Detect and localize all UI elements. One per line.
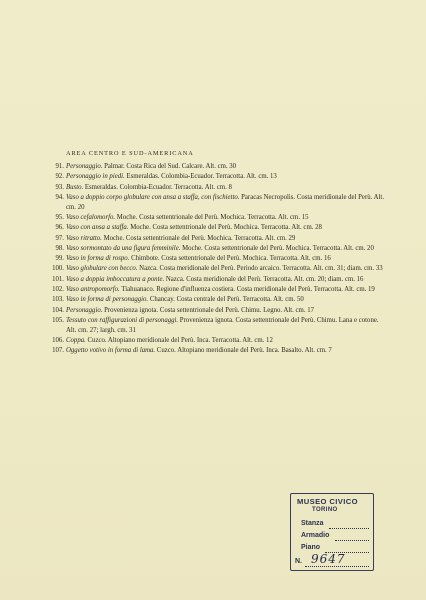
entry-title: Tessuto con raffigurazioni di personaggi. xyxy=(66,316,179,324)
entry-title: Vaso sormontato da una figura femminile. xyxy=(66,244,181,252)
catalog-entry xyxy=(46,264,386,274)
entry-description: Nazca. Costa meridionale del Perù. Terracotta. Alt. cm. 20; diam. cm. 16 xyxy=(164,275,364,283)
entry-number: 106. xyxy=(52,337,64,345)
section-title: AREA CENTRO E SUD-AMERICANA xyxy=(66,150,194,157)
entry-description: Cuzco. Altopiano meridionale del Perù. Inca. Terracotta. Alt. cm. 12 xyxy=(85,337,273,345)
catalog-entry xyxy=(46,275,386,285)
entry-number: 103. xyxy=(52,296,64,304)
stamp-number-label: N. xyxy=(295,558,302,565)
entry-description: Moche. Costa settentrionale del Perù. Mochica. Terracotta. Alt. cm. 29 xyxy=(101,234,296,242)
stamp-armadio-label: Armadio xyxy=(301,532,330,539)
catalog-entry xyxy=(46,254,386,264)
entry-title: Vaso in forma di rospo. xyxy=(66,255,130,263)
entry-number: 91. xyxy=(55,163,64,170)
catalog-entry xyxy=(46,295,386,305)
entry-number: 107. xyxy=(52,347,64,355)
catalog-entry xyxy=(46,336,386,346)
stamp-armadio-line xyxy=(335,540,369,541)
entry-description: Moche. Costa settentrionale del Perù. Mochica. Terracotta. Alt. cm. 15 xyxy=(115,213,309,221)
entry-number: 105. xyxy=(52,316,64,324)
entry-title: Vaso a doppio corpo globulare con ansa a staffa, con fischietto. xyxy=(66,193,240,201)
catalog-entry xyxy=(46,244,386,254)
museum-stamp xyxy=(290,493,374,571)
entry-title: Personaggio. xyxy=(66,306,103,314)
catalog-entry xyxy=(46,285,386,295)
entry-number: 102. xyxy=(52,286,64,294)
catalog-entry xyxy=(46,306,386,316)
catalog-entry xyxy=(46,193,386,213)
stamp-stanza-line xyxy=(329,528,369,529)
stamp-museum-name: MUSEO CIVICO xyxy=(297,497,358,506)
entry-title: Personaggio in piedi. xyxy=(66,173,125,181)
entry-title: Personaggio. xyxy=(66,163,103,170)
entry-description: Provenienza ignota. Costa settentrionale del Perù. Chimu. Lana e cotone. Alt. cm. 27; largh. cm. 31 xyxy=(66,316,379,334)
catalog-entry xyxy=(46,223,386,233)
entry-title: Vaso in forma di personaggio. xyxy=(66,296,149,304)
catalog-list xyxy=(46,162,386,357)
entry-title: Vaso antropomorfo. xyxy=(66,286,120,294)
entry-number: 100. xyxy=(52,265,64,273)
entry-title: Coppa. xyxy=(66,337,86,345)
entry-number: 104. xyxy=(52,306,64,314)
entry-number: 97. xyxy=(55,234,64,242)
entry-number: 94. xyxy=(55,193,64,201)
entry-number: 96. xyxy=(55,224,64,232)
entry-title: Vaso con ansa a staffa. xyxy=(66,224,129,232)
catalog-entry xyxy=(46,162,386,172)
stamp-inventory-number: 9647 xyxy=(311,552,346,566)
catalog-entry xyxy=(46,346,386,356)
entry-title: Oggetto votivo in forma di lama. xyxy=(66,347,156,355)
entry-number: 101. xyxy=(52,275,64,283)
catalog-entry xyxy=(46,172,386,182)
entry-description: Paracas Necropolis. Costa meridionale del Perù. Alt. cm. 20 xyxy=(66,193,385,211)
stamp-number-line xyxy=(305,566,369,567)
entry-description: Cuzco. Altopiano meridionale del Perù. Inca. Basalto. Alt. cm. 7 xyxy=(155,347,332,355)
entry-description: Tiahuanaco. Regione d'influenza costiera. Costa meridionale del Perù. Terracotta. Alt. cm. 19 xyxy=(119,286,375,294)
entry-description: Chimbote. Costa settentrionale del Perù. Mochica. Terracotta. Alt. cm. 16 xyxy=(129,255,331,263)
entry-description: Esmeraldas. Colombia-Ecuador. Terracotta. Alt. cm. 8 xyxy=(83,183,232,191)
entry-title: Vaso cefalomorfo. xyxy=(66,213,116,221)
entry-description: Chancay. Costa centrale del Perù. Terracotta. Alt. cm. 50 xyxy=(148,296,304,304)
entry-title: Vaso globulare con becco. xyxy=(66,265,138,273)
entry-number: 92. xyxy=(55,173,64,181)
entry-number: 99. xyxy=(55,255,64,263)
stamp-stanza-label: Stanza xyxy=(301,520,324,527)
catalog-entry xyxy=(46,234,386,244)
entry-number: 98. xyxy=(55,244,64,252)
entry-number: 93. xyxy=(55,183,64,191)
entry-description: Provenienza ignota. Costa settentrionale del Perù. Chimu. Legno. Alt. cm. 17 xyxy=(102,306,315,314)
entry-description: Moche. Costa settentrionale del Perù. Mochica. Terracotta. Alt. cm. 20 xyxy=(180,244,374,252)
entry-title: Vaso ritratto. xyxy=(66,234,102,242)
stamp-city: TORINO xyxy=(312,507,338,513)
entry-description: Nazca. Costa meridionale del Perù. Periodo arcaico. Terracotta. Alt. cm. 31; diam. cm. 33 xyxy=(137,265,383,273)
entry-title: Busto. xyxy=(66,183,84,191)
catalog-entry xyxy=(46,213,386,223)
entry-title: Vaso a doppia imboccatura a ponte. xyxy=(66,275,165,283)
entry-number: 95. xyxy=(55,213,64,221)
stamp-piano-label: Piano xyxy=(301,544,321,551)
entry-description: Palmar. Costa Rica del Sud. Calcare. Alt. cm. 30 xyxy=(102,163,237,170)
catalog-entry xyxy=(46,316,386,336)
catalog-entry xyxy=(46,183,386,193)
entry-description: Esmeraldas. Colombia-Ecuador. Terracotta. Alt. cm. 13 xyxy=(124,173,277,181)
entry-description: Moche. Costa settentrionale del Perù. Mochica. Terracotta. Alt. cm. 28 xyxy=(128,224,322,232)
